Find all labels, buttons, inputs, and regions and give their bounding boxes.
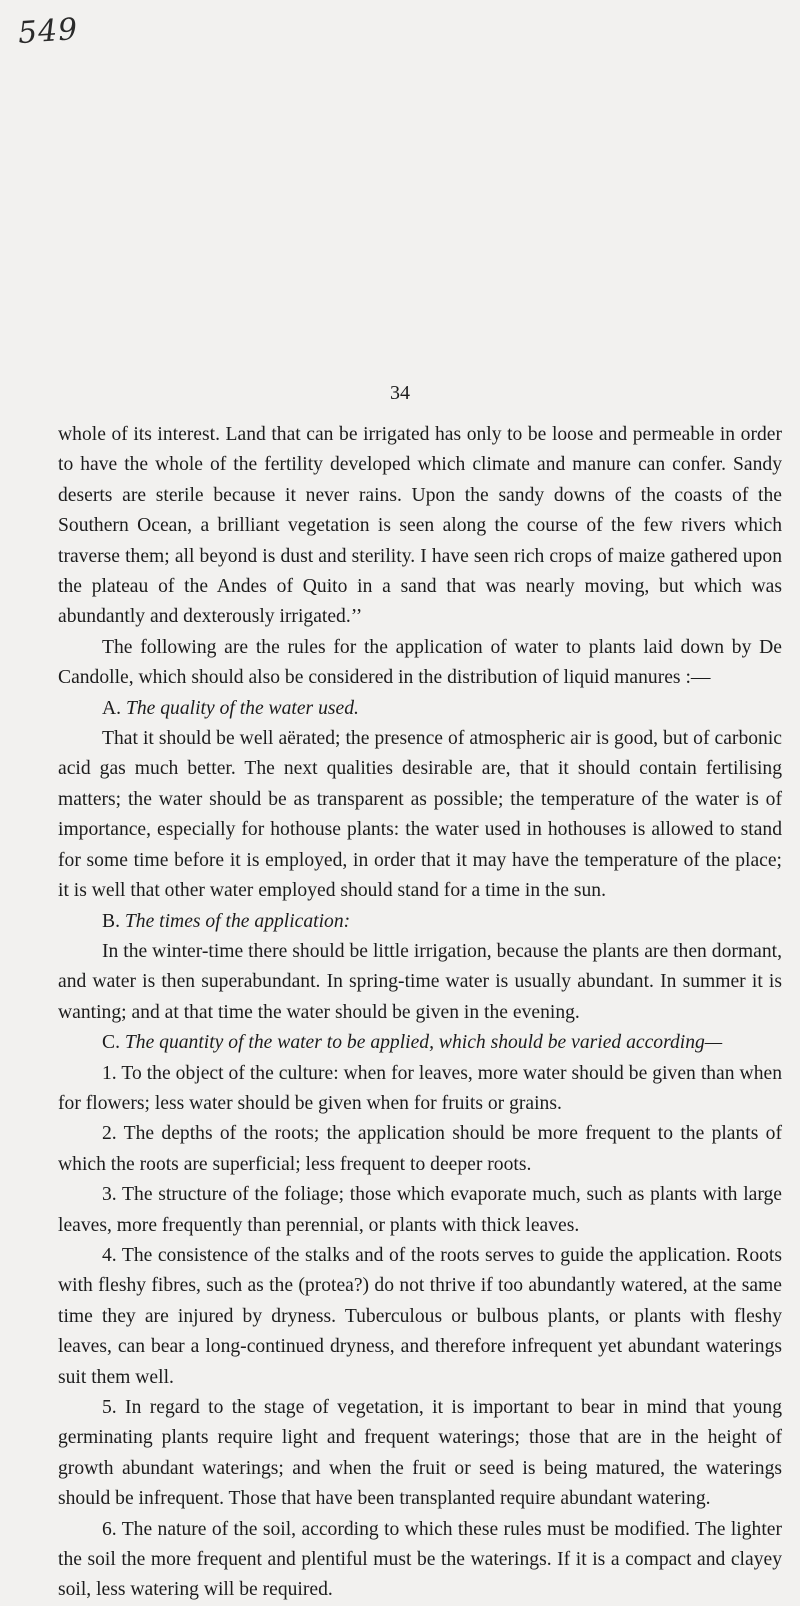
heading-letter: A.: [102, 697, 122, 719]
list-paragraph: 6. The nature of the soil, according to which these rules must be modified. The lighter the soil the more frequent and plentiful must be the waterings. If it is a compact and clayey soil, less watering will be required.: [58, 1518, 782, 1601]
body-text: [58, 420, 782, 1606]
heading-title: The quality of the water used.: [125, 697, 359, 719]
section-heading-b: [58, 907, 782, 937]
heading-title: The quantity of the water to be applied, which should be varied according—: [124, 1032, 723, 1054]
paragraph: In the winter-time there should be little irrigation, because the plants are then dormant, and water is then superabundant. In spring-time water is usually abundant. In summer it is wanting; and at that time the water should be given in the evening.: [58, 940, 782, 1023]
list-paragraph: 5. In regard to the stage of vegetation, it is important to bear in mind that young germinating plants require light and frequent waterings; those that are in the height of growth abundant waterings; and when the fruit or seed is being matured, the waterings should be infrequent. Those that have been transplanted require abundant watering.: [58, 1397, 782, 1510]
heading-title: The times of the application:: [124, 910, 351, 932]
list-paragraph: 3. The structure of the foliage; those which evaporate much, such as plants with large leaves, more frequently than perennial, or plants with thick leaves.: [58, 1184, 782, 1236]
paragraph: whole of its interest. Land that can be irrigated has only to be loose and permeable in order to have the whole of the fertility developed which climate and manure can confer. Sandy deserts are sterile because it never rains. Upon the sandy downs of the coasts of the Southern Ocean, a brilliant vegetation is seen along the course of the few rivers which traverse them; all beyond is dust and sterility. I have seen rich crops of maize gathered upon the plateau of the Andes of Quito in a sand that was nearly moving, but which was abundantly and dexterously irrigated.’’: [58, 424, 782, 628]
list-paragraph: 1. To the object of the culture: when for leaves, more water should be given than when for flowers; less water should be given when for fruits or grains.: [58, 1062, 782, 1114]
heading-letter: C.: [102, 1032, 120, 1054]
section-heading-a: [58, 694, 782, 724]
section-heading-c: [58, 1028, 782, 1058]
heading-letter: B.: [102, 910, 120, 932]
list-paragraph: 2. The depths of the roots; the application should be more frequent to the plants of which the roots are superficial; less frequent to deeper roots.: [58, 1123, 782, 1175]
list-paragraph: 4. The consistence of the stalks and of the roots serves to guide the application. Roots with fleshy fibres, such as the (protea?) do not thrive if too abundantly watered, at the same time they are injured by dryness. Tuberculous or bulbous plants, or plants with fleshy leaves, can bear a long-continued dryness, and therefore infrequent yet abundant waterings suit them well.: [58, 1244, 782, 1388]
handwritten-annotation: 549: [16, 11, 80, 52]
paragraph: That it should be well aërated; the presence of atmospheric air is good, but of carbonic acid gas much better. The next qualities desirable are, that it should contain fertilising matters; the water should be as transparent as possible; the temperature of the water is of importance, especially for hothouse plants: the water used in hothouses is allowed to stand for some time before it is employed, in order that it may have the temperature of the place; it is well that other water employed should stand for a time in the sun.: [58, 728, 782, 902]
page-number: 34: [390, 382, 410, 404]
paragraph: The following are the rules for the application of water to plants laid down by De Candolle, which should also be considered in the distribution of liquid manures :—: [58, 636, 782, 689]
